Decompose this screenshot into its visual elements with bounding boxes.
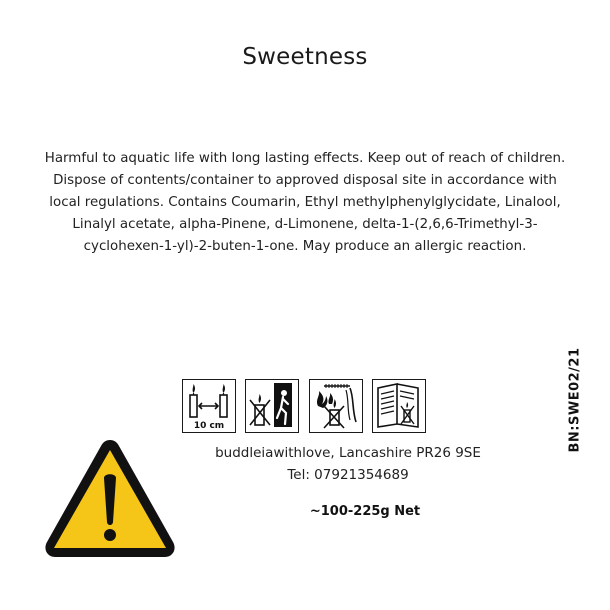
candle-spacing-icon xyxy=(182,379,236,433)
icon-caption-spacing: 10 cm xyxy=(193,421,225,431)
net-weight: ~100-225g Net xyxy=(309,504,421,519)
batch-number: BN:SWE02/21 xyxy=(567,347,583,453)
read-instructions-icon xyxy=(372,379,426,433)
hazard-exclamation-dot xyxy=(104,529,116,541)
warning-text: Harmful to aquatic life with long lasting effects. Keep out of reach of children. Dispose of contents/container to approved disposal site in accordance with local regulations. Contains Coumarin, Ethyl methylphenylglycidate, Linalool, Linalyl acetate, alpha-Pinene, d-Limonene, delta-1-(2,6,6-Trimethyl-3-cyclohexen-1-yl)-2-buten-1-one. May produce an allergic reaction. xyxy=(44,151,566,254)
product-title: Sweetness xyxy=(242,44,368,70)
keep-away-from-flammables-icon xyxy=(309,379,363,433)
company-address: buddleiawithlove, Lancashire PR26 9SE xyxy=(215,445,481,461)
company-phone: Tel: 07921354689 xyxy=(287,467,409,483)
never-leave-unattended-icon xyxy=(245,379,299,433)
hazard-warning-icon xyxy=(42,436,178,562)
